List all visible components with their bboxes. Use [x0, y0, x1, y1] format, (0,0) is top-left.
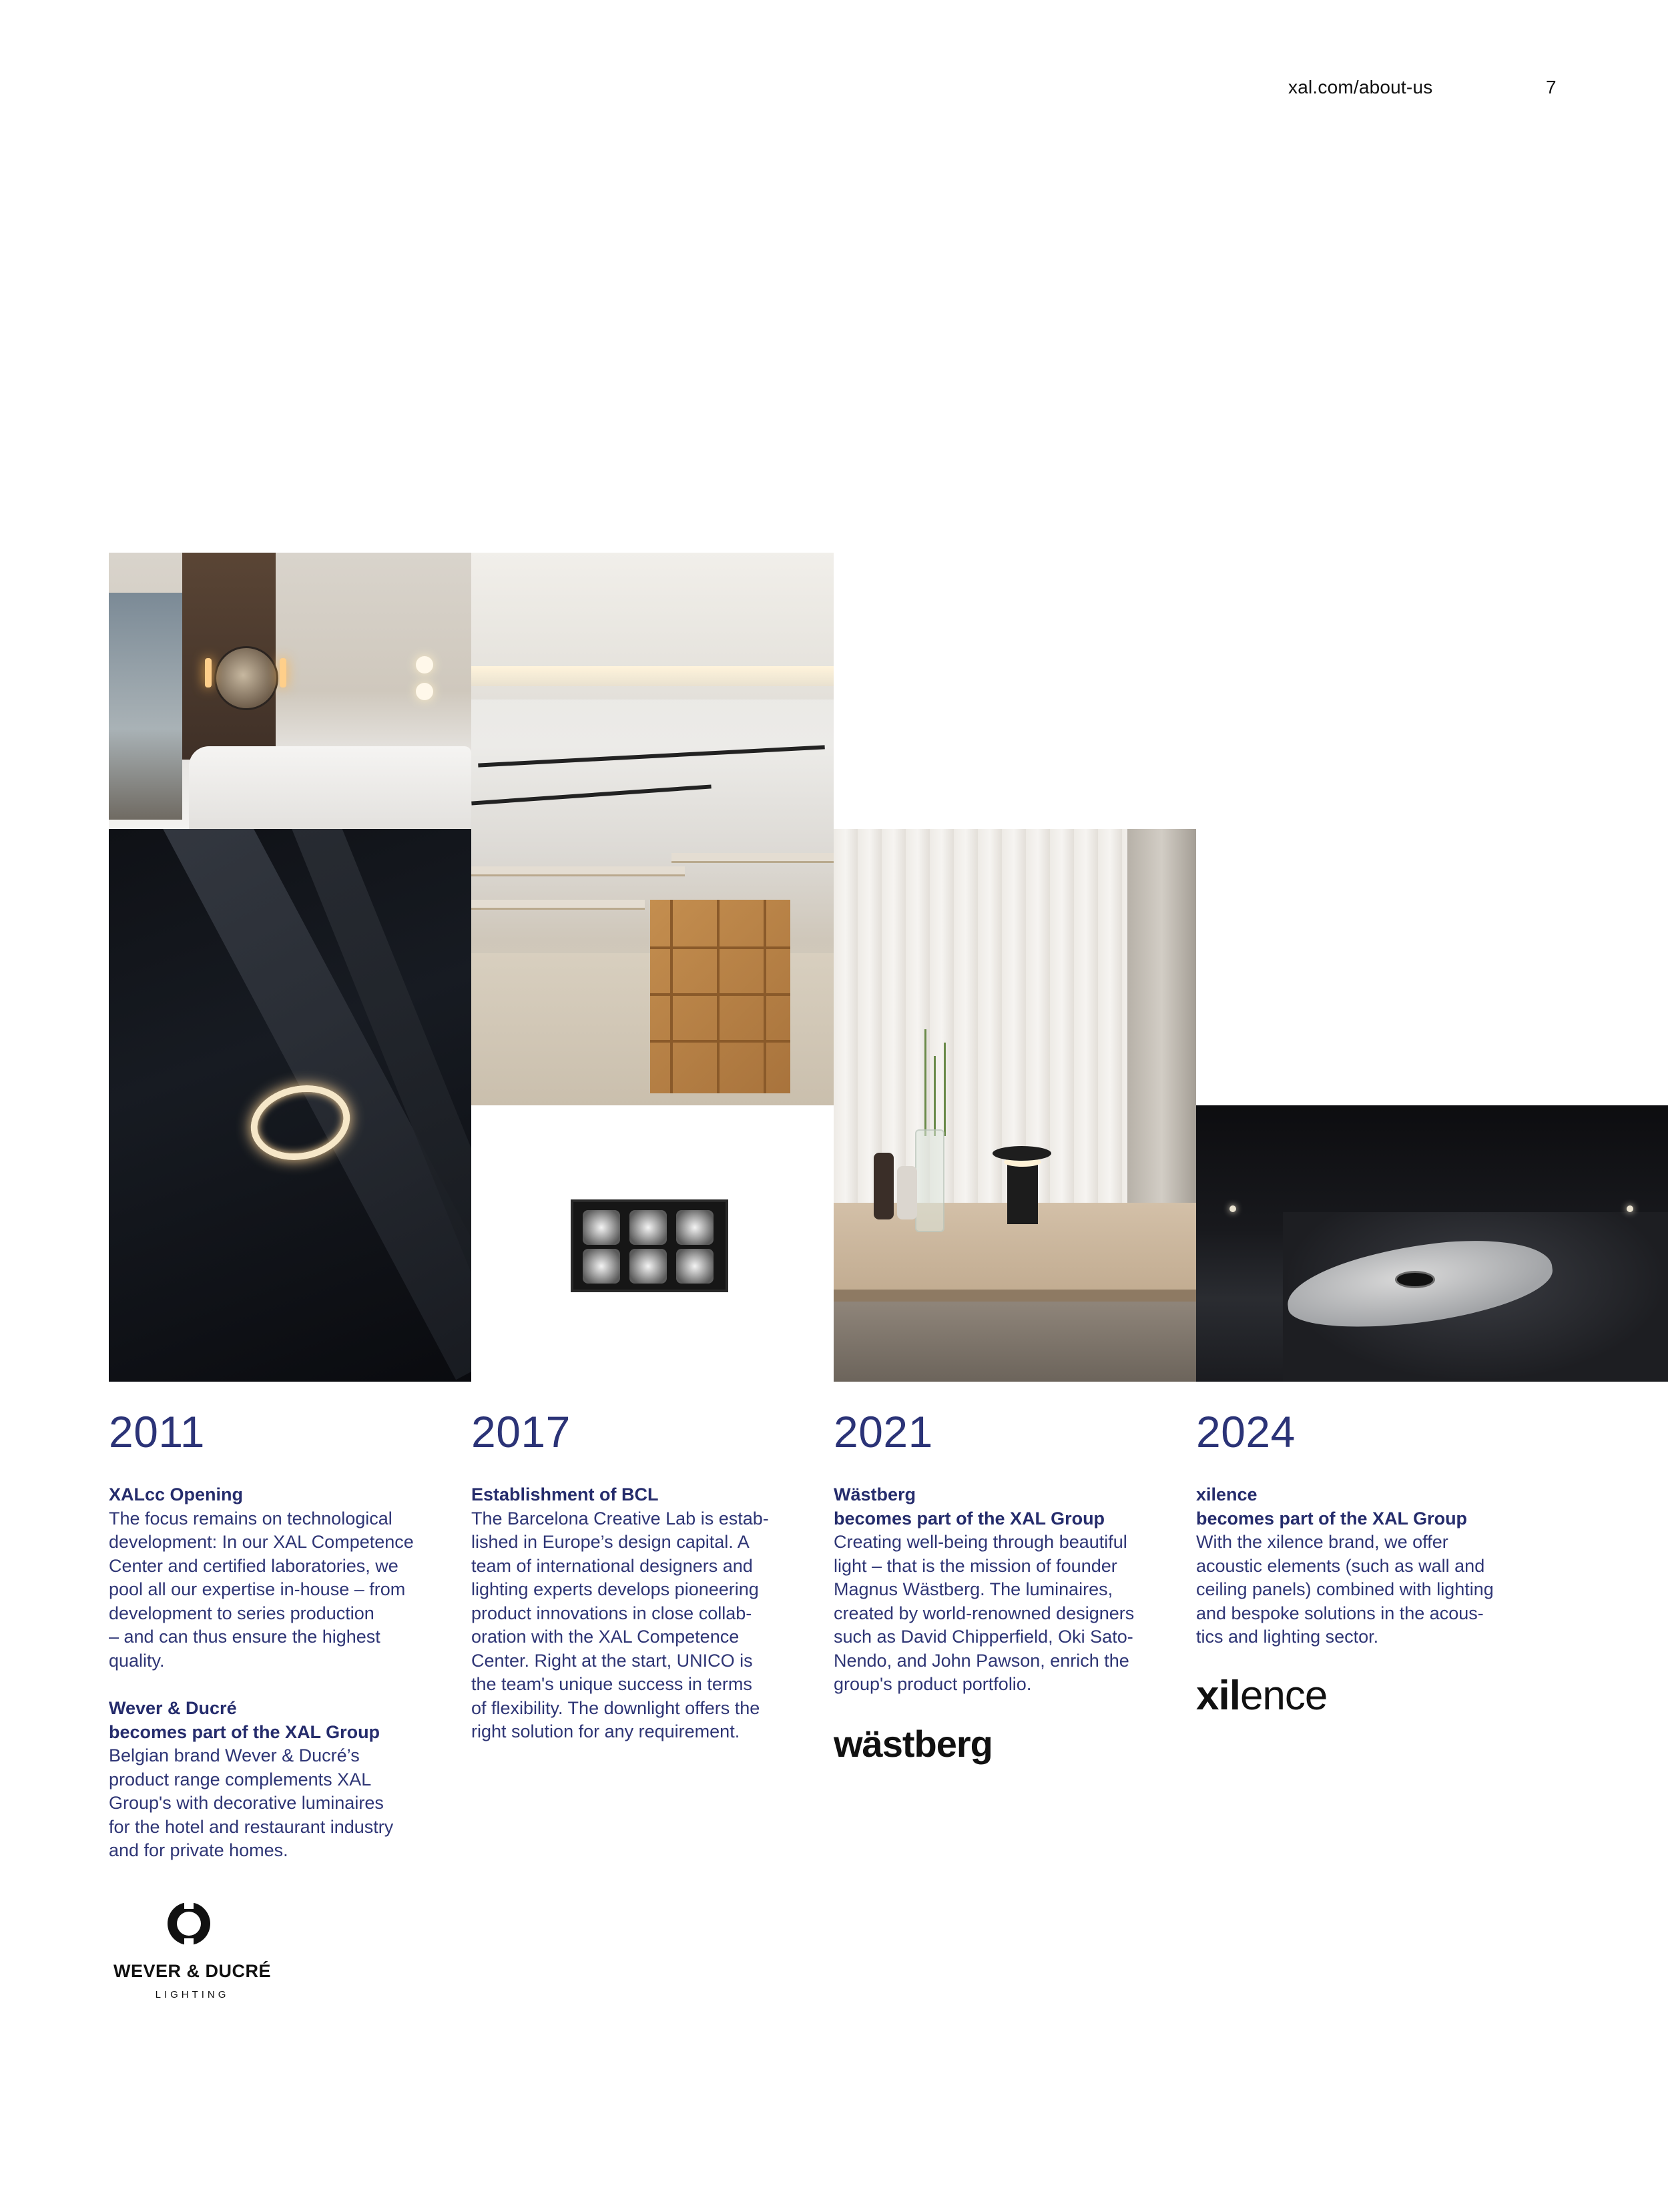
timeline-2024 — [1196, 1407, 1537, 1649]
timeline-2021 — [834, 1407, 1174, 1697]
wastberg-logo: wästberg — [834, 1723, 993, 1765]
year-heading: 2024 — [1196, 1407, 1296, 1456]
entry-title: Wästberg becomes part of the XAL Group — [834, 1484, 1105, 1529]
year-heading: 2017 — [471, 1407, 571, 1456]
entry-body: Creating well-being through beautiful light – that is the mission of founder Magnus Wästberg. The luminaires, created by world-renowned designers such as David Chipperfield, Oki Sato- Nendo, and John Pawson, enrich the group's product portfolio. — [834, 1532, 1135, 1694]
wever-ducre-logo-sub: LIGHTING — [155, 1989, 230, 2000]
timeline-2011 — [109, 1407, 449, 1863]
acoustic-panel-photo — [1196, 1105, 1668, 1382]
bedroom-photo — [109, 553, 471, 829]
year-heading: 2011 — [109, 1407, 205, 1456]
xilence-logo-light: ence — [1239, 1673, 1328, 1719]
wever-ducre-logo — [109, 1902, 276, 2009]
wever-ducre-logo-name: WEVER & DUCRÉ — [113, 1961, 271, 1981]
entry-body: Belgian brand Wever & Ducré’s product range complements XAL Group's with decorative luminaires for the hotel and restaurant industry and for private homes. — [109, 1745, 394, 1860]
entry-title: XALcc Opening — [109, 1484, 244, 1504]
entry-title: Establishment of BCL — [471, 1484, 659, 1504]
entry-title: Wever & Ducré becomes part of the XAL Group — [109, 1698, 380, 1742]
installation-photo — [109, 829, 471, 1382]
year-heading: 2021 — [834, 1407, 933, 1456]
timeline-2017 — [471, 1407, 812, 1744]
xilence-logo — [1196, 1672, 1327, 1719]
xilence-logo-bold: xil — [1196, 1673, 1240, 1719]
header-url[interactable]: xal.com/about-us — [1288, 77, 1433, 97]
entry-title: xilence becomes part of the XAL Group — [1196, 1484, 1468, 1529]
table-lamp-photo — [834, 829, 1196, 1382]
entry-body: The Barcelona Creative Lab is estab- lished in Europe’s design capital. A team of international designers and lighting experts develops pioneering product innovations in close collab- oration with the XAL Competence Center. Right at the start, UNICO is the team's unique success in terms of flexibility. The downlight offers the right solution for any requirement. — [471, 1508, 769, 1741]
office-photo — [471, 553, 834, 1105]
page-number: 7 — [1546, 77, 1557, 97]
entry-body: The focus remains on technological development: In our XAL Competence Center and certified laboratories, we pool all our expertise in-house – from development to series production – and can thus ensure the highest quality. — [109, 1508, 414, 1671]
entry-body: With the xilence brand, we offer acoustic elements (such as wall and ceiling panels) combined with lighting and bespoke solutions in the acous- tics and lighting sector. — [1196, 1532, 1494, 1647]
unico-downlight-photo — [571, 1199, 728, 1292]
